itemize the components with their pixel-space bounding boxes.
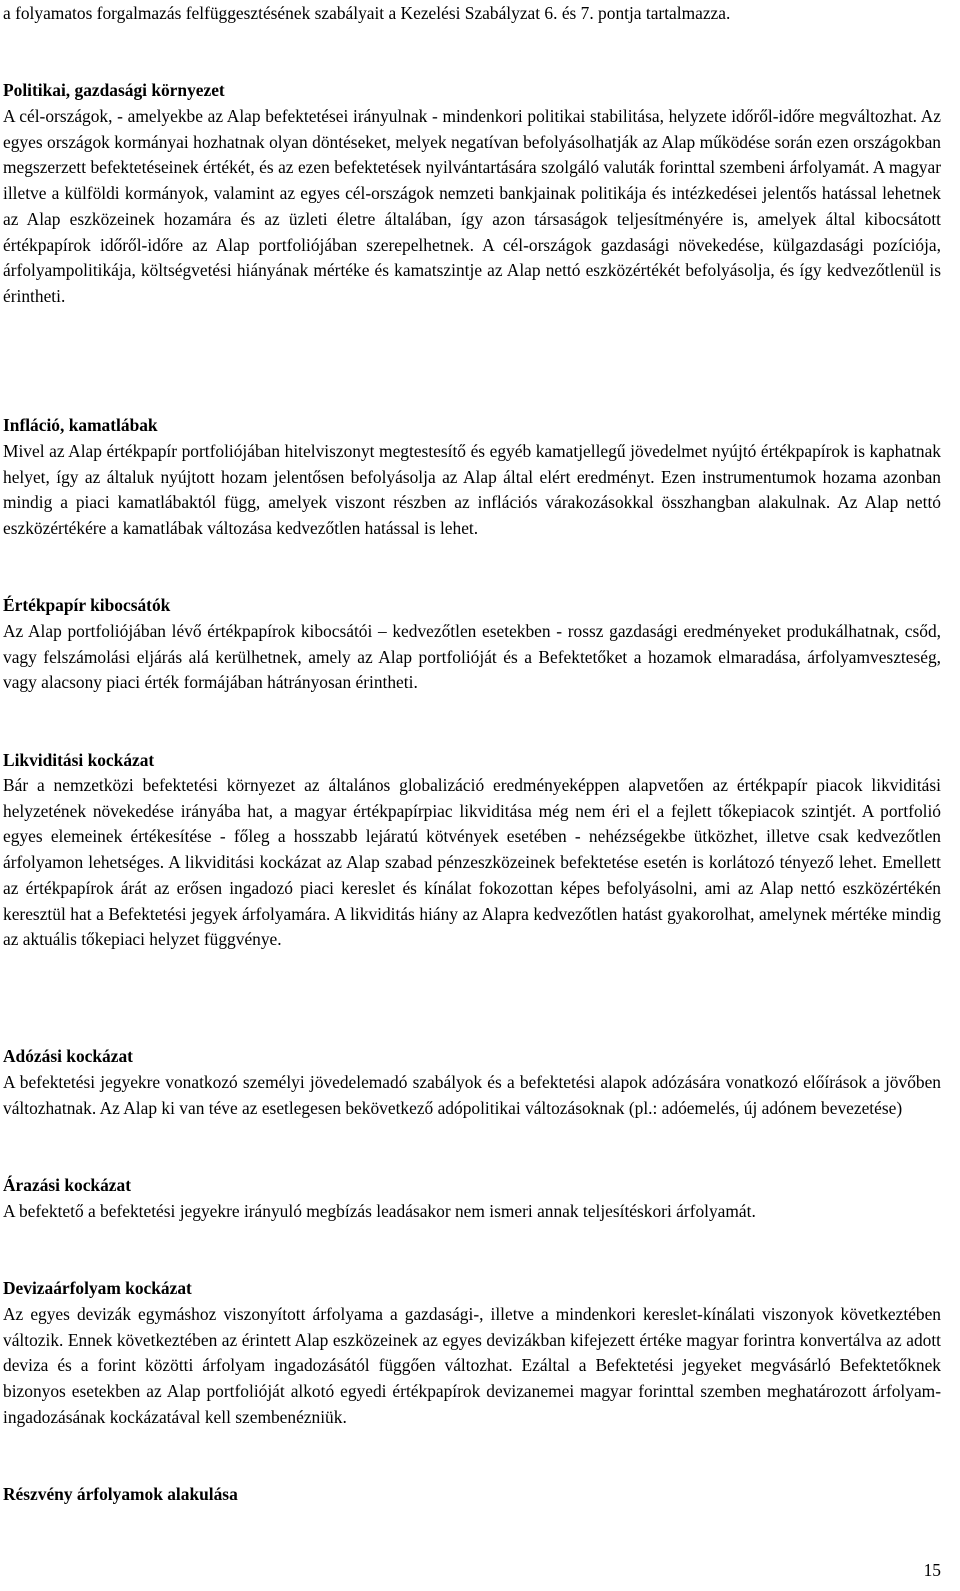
section-body-inflacio: Mivel az Alap értékpapír portfoliójában hitelviszonyt megtestesítő és egyéb kamatjellegű jövedelmet nyújtó értékpapírok is kaphatnak helyet, így az általuk nyújtott hozam jelentősen befolyásolja az Alap által elért eredményt. Ezen instrumentumok hozama azonban mindig a piaci kamatlábaktól függ, amelyek viszont részben az inflációs várakozásokkal összhangban alakulnak. Az Alap nettó eszközértékére a kamatlábak változása kedvezőtlen hatással is lehet. (3, 441, 941, 539)
section-body-likviditasi: Bár a nemzetközi befektetési környezet az általános globalizáció eredményeképpen alapvetően az értékpapír piacok likviditási helyzetének növekedése irányába hat, a magyar értékpapírpiac likviditása még nem éri el a fejlett tőkepiacok szintjét. A portfolió egyes elemeinek értékesítése - főleg a hosszabb lejáratú kötvények esetében - nehézségekbe ütközhet, illetve csak kedvezőtlen árfolyamon lehetséges. A likviditási kockázat az Alap szabad pénzeszközeinek befektetése esetén is korlátozó tényező lehet. Emellett az értékpapírok árát az erősen ingadozó piaci kereslet és kínálat fokozottan képes befolyásolni, ami az Alap nettó eszközértékén keresztül hat a Befektetési jegyek árfolyamára. A likviditás hiány az Alapra kedvezőtlen hatást gyakorolhat, amelynek mértéke mindig az aktuális tőkepiaci helyzet függvénye. (3, 775, 941, 950)
section-heading-ertekpapir: Értékpapír kibocsátók (3, 595, 171, 615)
section-body-politikai: A cél-országok, - amelyekbe az Alap befektetései irányulnak - mindenkori politikai stabilitása, helyzete időről-időre megváltozhat. Az egyes országok kormányai hozhatnak olyan döntéseket, melyek negatívan befolyásolhatják az Alap működése során ezen országokban megszerzett befektetéseinek értékét, és az ezen befektetések nyilvántartására szolgáló valuták forinttal szembeni árfolyamát. A magyar illetve a külföldi kormányok, valamint az egyes cél-országok nemzeti bankjainak politikája és intézkedései jelentős hatással lehetnek az Alap eszközeinek hozamára és az üzleti életre általában, így azon társaságok teljesítményére is, amelyek által kibocsátott értékpapírok időről-időre az Alap portfoliójában szerepelhetnek. A cél-országok gazdasági növekedése, külgazdasági pozíciója, árfolyampolitikája, költségvetési hiányának mértéke és kamatszintje az Alap nettó eszközértékét befolyásolja, és így kedvezőtlenül is érintheti. (3, 106, 941, 306)
section-heading-adozasi: Adózási kockázat (3, 1046, 133, 1066)
section-heading-likviditasi: Likviditási kockázat (3, 750, 155, 770)
page-number: 15 (923, 1560, 941, 1580)
section-heading-politikai: Politikai, gazdasági környezet (3, 80, 225, 100)
intro-paragraph: a folyamatos forgalmazás felfüggesztésének szabályait a Kezelési Szabályzat 6. és 7. pontja tartalmazza. (3, 3, 731, 23)
section-heading-arazasi: Árazási kockázat (3, 1175, 131, 1195)
section-body-ertekpapir: Az Alap portfoliójában lévő értékpapírok kibocsátói – kedvezőtlen esetekben - rossz gazdasági eredményeket produkálhatnak, csőd, vagy felszámolási eljárás alá kerülhetnek, amely az Alap portfolióját és a Befektetőket a hozamok elmaradása, árfolyamveszteség, vagy alacsony piaci érték formájában hátrányosan érintheti. (3, 621, 941, 693)
section-body-adozasi: A befektetési jegyekre vonatkozó személyi jövedelemadó szabályok és a befektetési alapok adózására vonatkozó előírások a jövőben változhatnak. Az Alap ki van téve az esetlegesen bekövetkező adópolitikai változásoknak (pl.: adóemelés, új adónem bevezetése) (3, 1072, 941, 1118)
section-heading-inflacio: Infláció, kamatlábak (3, 415, 158, 435)
section-body-deviza: Az egyes devizák egymáshoz viszonyított árfolyama a gazdasági-, illetve a mindenkori kereslet-kínálati viszonyok következtében változik. Ennek következtében az érintett Alap eszközeinek az egyes devizákban kifejezett értéke magyar forintra konvertálva az adott deviza és a forint közötti árfolyam ingadozásától függően változhat. Ezáltal a Befektetési jegyeket megvásárló Befektetőknek bizonyos esetekben az Alap portfolióját alkotó egyedi értékpapírok devizanemei magyar forinttal szemben meghatározott árfolyam-ingadozásának kockázatával kell szembenézniük. (3, 1304, 941, 1427)
section-body-arazasi: A befektető a befektetési jegyekre irányuló megbízás leadásakor nem ismeri annak teljesítéskori árfolyamát. (3, 1201, 756, 1221)
section-heading-deviza: Devizaárfolyam kockázat (3, 1278, 192, 1298)
section-heading-reszveny: Részvény árfolyamok alakulása (3, 1484, 238, 1504)
